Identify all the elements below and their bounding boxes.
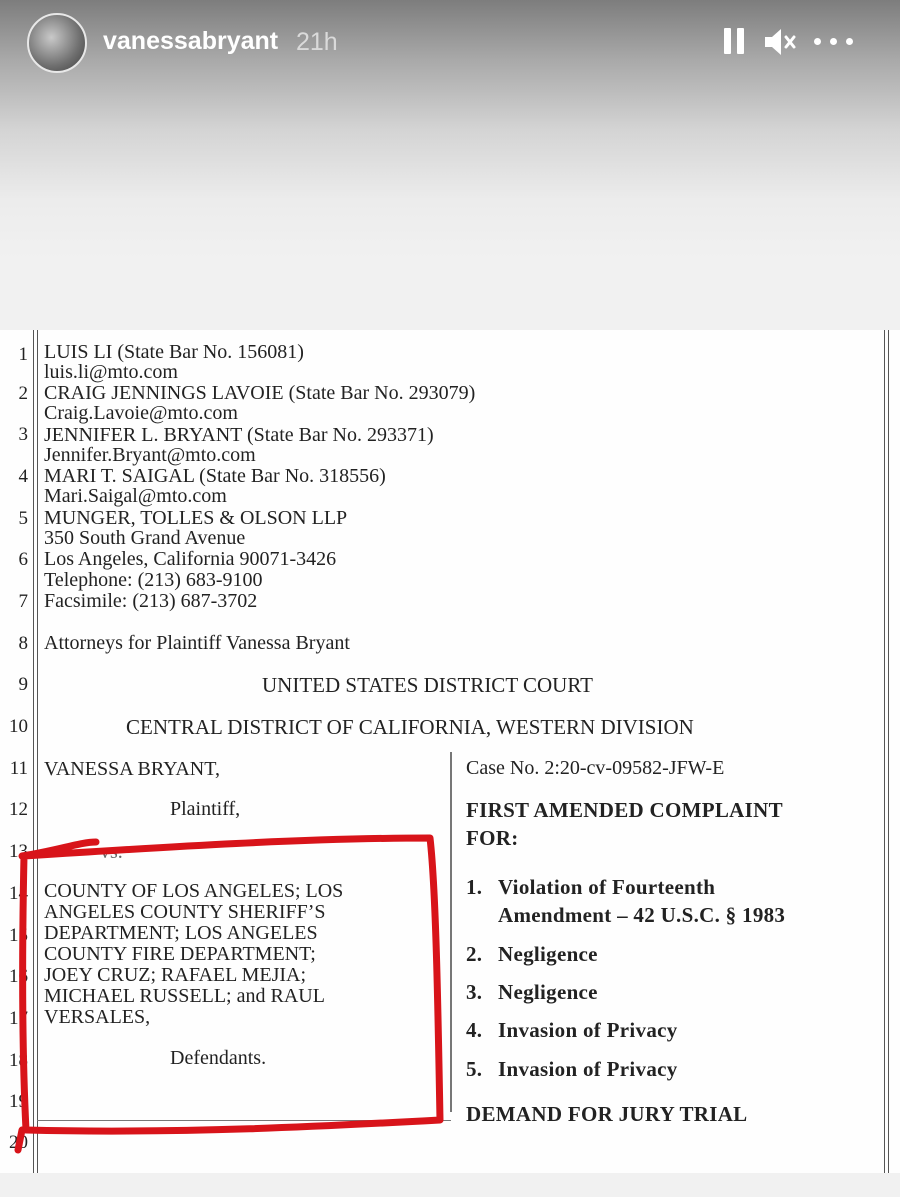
defendant-line: ANGELES COUNTY SHERIFF’S xyxy=(44,901,326,923)
claim-text: Invasion of Privacy xyxy=(498,1057,678,1081)
profile-avatar[interactable] xyxy=(27,13,87,73)
line-number: 7 xyxy=(18,591,28,612)
claim-text: Amendment – 42 U.S.C. § 1983 xyxy=(498,903,786,927)
defendant-line: VERSALES, xyxy=(44,1006,151,1028)
line-number: 5 xyxy=(18,508,28,529)
line-number: 19 xyxy=(9,1091,28,1112)
claim-number: 1. xyxy=(466,875,483,899)
defendant-line: JOEY CRUZ; RAFAEL MEJIA; xyxy=(44,964,307,986)
story-bottom-bar xyxy=(0,1173,900,1197)
story-username[interactable]: vanessabryant xyxy=(103,27,279,55)
firm-address: 350 South Grand Avenue xyxy=(44,527,246,549)
line-number: 4 xyxy=(18,466,28,487)
court-name: UNITED STATES DISTRICT COURT xyxy=(262,673,593,697)
line-number: 1 xyxy=(18,344,28,365)
attorneys-for: Attorneys for Plaintiff Vanessa Bryant xyxy=(44,632,350,654)
claim-text: Negligence xyxy=(498,980,598,1004)
claim-number: 5. xyxy=(466,1057,483,1081)
line-number: 2 xyxy=(18,383,28,404)
defendant-line: DEPARTMENT; LOS ANGELES xyxy=(44,922,318,944)
claim-number: 4. xyxy=(466,1018,483,1042)
firm-city: Los Angeles, California 90071-3426 xyxy=(44,548,337,570)
line-number: 17 xyxy=(9,1008,28,1029)
attorney-email: Jennifer.Bryant@mto.com xyxy=(44,444,256,466)
plaintiff-label: Plaintiff, xyxy=(170,798,241,820)
red-annotation-box xyxy=(0,330,900,1173)
line-number: 15 xyxy=(9,925,28,946)
firm-telephone: Telephone: (213) 683-9100 xyxy=(44,569,263,591)
line-number: 11 xyxy=(9,758,28,779)
plaintiff-name: VANESSA BRYANT, xyxy=(44,758,220,780)
speaker-muted-icon[interactable] xyxy=(762,25,798,59)
story-header xyxy=(0,0,900,330)
claim-text: Negligence xyxy=(498,942,598,966)
line-number: 10 xyxy=(9,716,28,737)
line-number: 12 xyxy=(9,799,28,820)
line-number: 8 xyxy=(18,633,28,654)
claim-text: Violation of Fourteenth xyxy=(498,875,716,899)
claim-text: Invasion of Privacy xyxy=(498,1018,678,1042)
attorney-line: JENNIFER L. BRYANT (State Bar No. 293371) xyxy=(44,424,434,446)
firm-name: MUNGER, TOLLES & OLSON LLP xyxy=(44,507,348,529)
court-document xyxy=(0,330,900,1173)
complaint-title-for: FOR: xyxy=(466,826,519,850)
defendant-line: COUNTY OF LOS ANGELES; LOS xyxy=(44,880,344,902)
attorney-line: MARI T. SAIGAL (State Bar No. 318556) xyxy=(44,465,386,487)
line-number: 3 xyxy=(18,424,28,445)
firm-facsimile: Facsimile: (213) 687-3702 xyxy=(44,590,258,612)
jury-demand: DEMAND FOR JURY TRIAL xyxy=(466,1102,748,1126)
complaint-title: FIRST AMENDED COMPLAINT xyxy=(466,798,783,822)
case-number: Case No. 2:20-cv-09582-JFW-E xyxy=(466,757,725,779)
district-name: CENTRAL DISTRICT OF CALIFORNIA, WESTERN DIVISION xyxy=(126,715,694,739)
attorney-email: luis.li@mto.com xyxy=(44,361,178,383)
line-number: 13 xyxy=(9,841,28,862)
defendant-line: COUNTY FIRE DEPARTMENT; xyxy=(44,943,316,965)
line-number: 16 xyxy=(9,966,28,987)
claim-number: 3. xyxy=(466,980,483,1004)
defendant-line: MICHAEL RUSSELL; and RAUL xyxy=(44,985,325,1007)
claim-number: 2. xyxy=(466,942,483,966)
attorney-line: LUIS LI (State Bar No. 156081) xyxy=(44,341,304,363)
story-timestamp: 21h xyxy=(296,28,338,56)
attorney-email: Craig.Lavoie@mto.com xyxy=(44,402,238,424)
more-dots-icon[interactable] xyxy=(812,25,856,59)
attorney-line: CRAIG JENNINGS LAVOIE (State Bar No. 293079) xyxy=(44,382,476,404)
line-number: 20 xyxy=(9,1132,28,1153)
attorney-email: Mari.Saigal@mto.com xyxy=(44,485,227,507)
defendants-label: Defendants. xyxy=(170,1047,267,1069)
versus-label: vs. xyxy=(100,841,123,863)
line-number: 9 xyxy=(18,674,28,695)
pause-icon[interactable] xyxy=(722,25,746,59)
line-number: 14 xyxy=(9,883,28,904)
line-number: 6 xyxy=(18,549,28,570)
line-number: 18 xyxy=(9,1050,28,1071)
